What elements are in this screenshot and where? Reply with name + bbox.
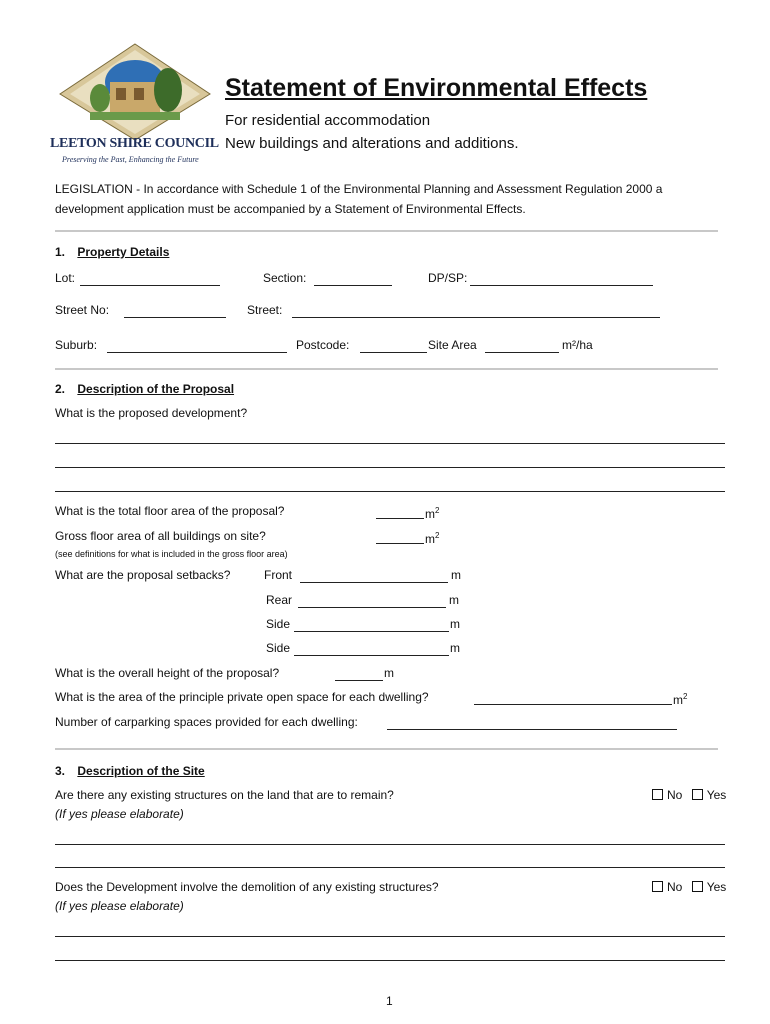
street-no-field[interactable] [124, 317, 226, 318]
unit-label: m [425, 507, 435, 521]
logo-emblem-icon [50, 42, 220, 142]
council-logo [50, 42, 220, 167]
dpsp-field[interactable] [470, 285, 653, 286]
council-tagline: Preserving the Past, Enhancing the Future [62, 155, 199, 164]
section-number: 2. [55, 382, 66, 396]
existing-structures-question: Are there any existing structures on the land that are to remain? [55, 788, 394, 802]
height-field[interactable] [335, 680, 383, 681]
section-label: Section: [263, 271, 307, 285]
section-2-heading [55, 382, 234, 396]
proposed-development-question: What is the proposed development? [55, 406, 248, 420]
gross-floor-area-unit [425, 529, 439, 546]
postcode-field[interactable] [360, 352, 427, 353]
legislation-line-1: LEGISLATION - In accordance with Schedule 1 of the Environmental Planning and Assessment Regulation 2000 a [55, 182, 663, 196]
floor-area-field[interactable] [376, 518, 424, 519]
demolition-elaborate-line-1[interactable] [55, 936, 725, 937]
street-no-label: Street No: [55, 303, 110, 317]
unit-superscript: 2 [435, 506, 440, 515]
site-area-unit: m²/ha [562, 338, 593, 352]
side-2-unit: m [450, 641, 460, 655]
height-question: What is the overall height of the proposal? [55, 666, 280, 680]
subtitle-residential: For residential accommodation [225, 112, 431, 129]
unit-superscript: 2 [435, 531, 440, 540]
elaborate-hint-1: (If yes please elaborate) [55, 807, 184, 821]
page-title: Statement of Environmental Effects [225, 74, 648, 102]
section-3-heading [55, 764, 205, 778]
elaborate-hint-2: (If yes please elaborate) [55, 899, 184, 913]
unit-superscript: 2 [683, 692, 688, 701]
demolition-question: Does the Development involve the demolition of any existing structures? [55, 880, 439, 894]
gross-floor-area-note: (see definitions for what is included in the gross floor area) [55, 549, 288, 559]
floor-area-question: What is the total floor area of the proposal? [55, 504, 285, 518]
structures-elaborate-line-1[interactable] [55, 844, 725, 845]
no-checkbox[interactable] [652, 789, 663, 800]
lot-label: Lot: [55, 271, 76, 285]
street-field[interactable] [292, 317, 660, 318]
section-number: 3. [55, 764, 66, 778]
divider [55, 230, 718, 232]
open-space-unit [673, 690, 687, 707]
floor-area-unit [425, 504, 439, 521]
gross-floor-area-question: Gross floor area of all buildings on site? [55, 529, 266, 543]
no-checkbox[interactable] [652, 881, 663, 892]
section-number: 1. [55, 245, 66, 259]
section-1-heading [55, 245, 169, 259]
demolition-elaborate-line-2[interactable] [55, 960, 725, 961]
proposed-development-line-3[interactable] [55, 491, 725, 492]
unit-label: m [673, 693, 683, 707]
no-label: No [667, 788, 683, 802]
structures-options [652, 788, 726, 802]
section-field[interactable] [314, 285, 392, 286]
front-setback-field[interactable] [300, 582, 448, 583]
rear-setback-field[interactable] [298, 607, 446, 608]
street-label: Street: [247, 303, 283, 317]
demolition-options [652, 880, 726, 894]
side-2-label: Side [266, 641, 291, 655]
lot-field[interactable] [80, 285, 220, 286]
subtitle-buildings: New buildings and alterations and additions. [225, 135, 519, 152]
divider [55, 748, 718, 750]
council-name: LEETON SHIRE COUNCIL [50, 136, 219, 151]
divider [55, 368, 718, 370]
yes-checkbox[interactable] [692, 789, 703, 800]
site-area-label: Site Area [428, 338, 477, 352]
rear-label: Rear [266, 593, 293, 607]
proposed-development-line-2[interactable] [55, 467, 725, 468]
proposed-development-line-1[interactable] [55, 443, 725, 444]
dpsp-label: DP/SP: [428, 271, 468, 285]
legislation-line-2: development application must be accompanied by a Statement of Environmental Effects. [55, 202, 526, 216]
yes-checkbox[interactable] [692, 881, 703, 892]
page-number: 1 [386, 994, 393, 1008]
section-title: Property Details [77, 245, 170, 259]
carparking-field[interactable] [387, 729, 677, 730]
side-1-label: Side [266, 617, 291, 631]
front-label: Front [264, 568, 293, 582]
no-label: No [667, 880, 683, 894]
rear-unit: m [449, 593, 459, 607]
side-1-setback-field[interactable] [294, 631, 449, 632]
setbacks-question: What are the proposal setbacks? [55, 568, 231, 582]
open-space-question: What is the area of the principle private open space for each dwelling? [55, 690, 429, 704]
suburb-field[interactable] [107, 352, 287, 353]
section-title: Description of the Proposal [77, 382, 235, 396]
structures-elaborate-line-2[interactable] [55, 867, 725, 868]
unit-label: m [425, 532, 435, 546]
section-title: Description of the Site [77, 764, 205, 778]
carparking-question: Number of carparking spaces provided for each dwelling: [55, 715, 358, 729]
gross-floor-area-field[interactable] [376, 543, 424, 544]
yes-label: Yes [706, 788, 727, 802]
site-area-field[interactable] [485, 352, 559, 353]
front-unit: m [451, 568, 461, 582]
yes-label: Yes [706, 880, 727, 894]
suburb-label: Suburb: [55, 338, 98, 352]
postcode-label: Postcode: [296, 338, 350, 352]
height-unit: m [384, 666, 394, 680]
open-space-field[interactable] [474, 704, 672, 705]
side-2-setback-field[interactable] [294, 655, 449, 656]
side-1-unit: m [450, 617, 460, 631]
